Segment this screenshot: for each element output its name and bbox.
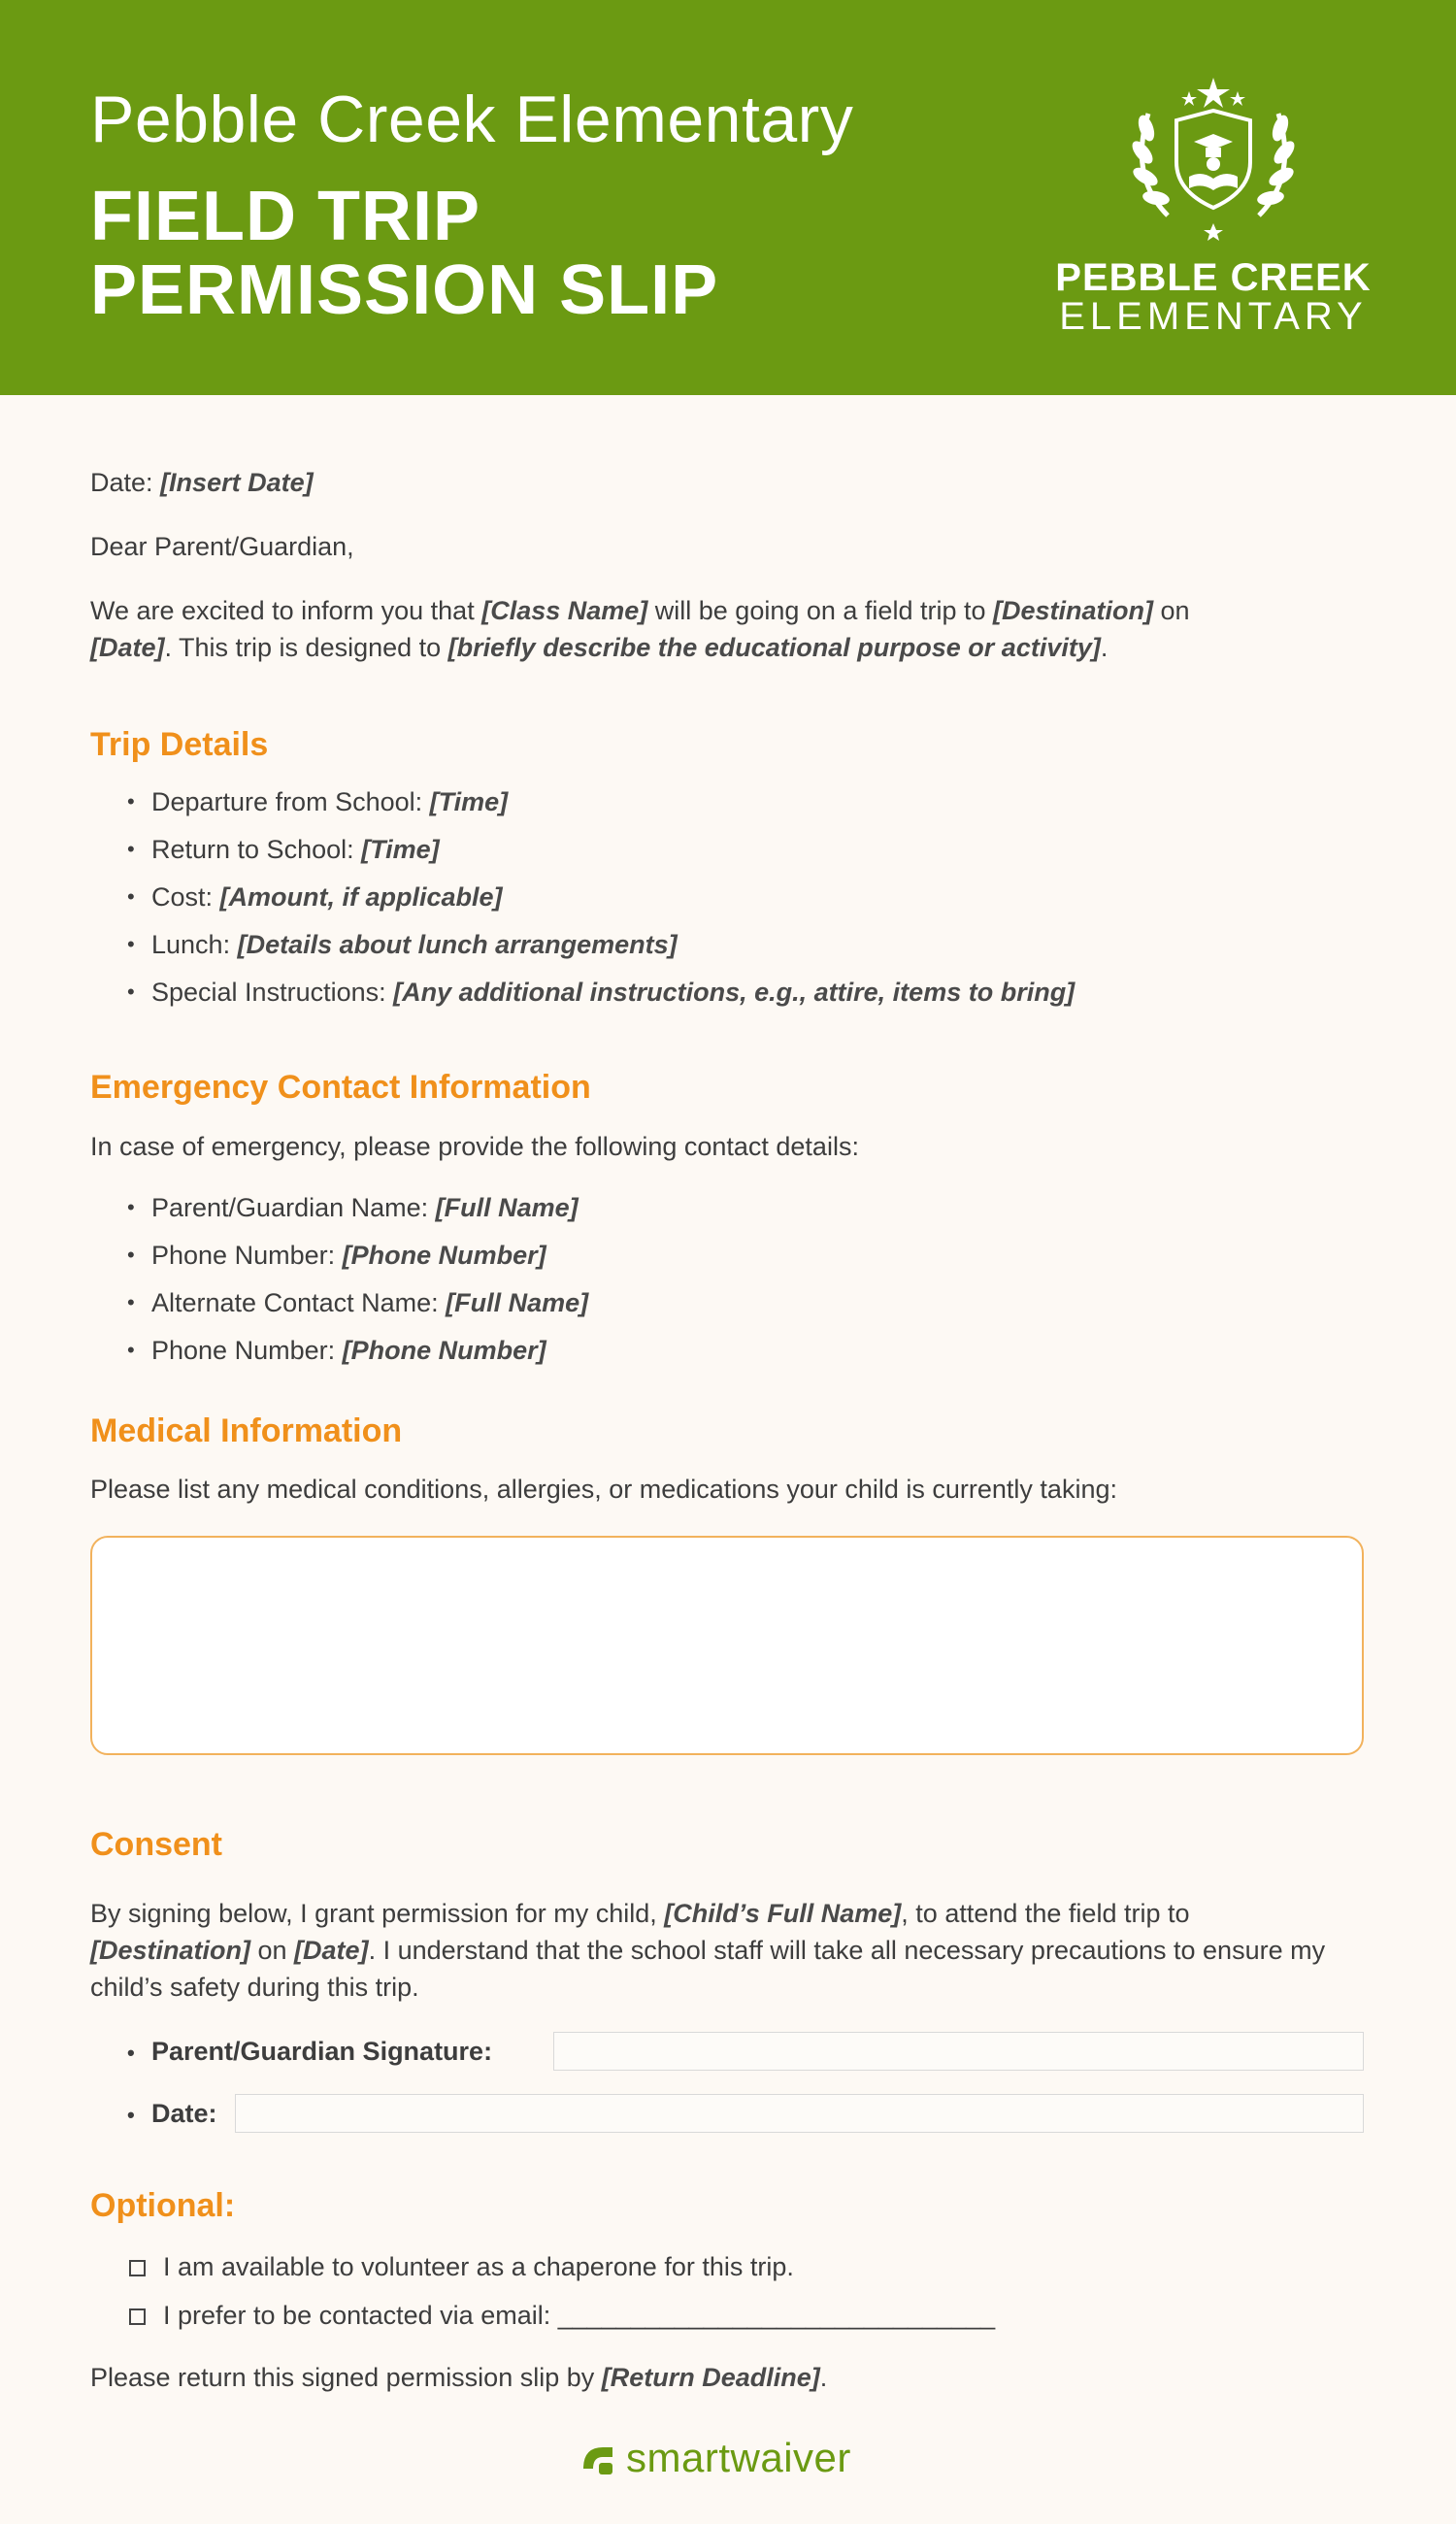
consent-heading: Consent xyxy=(90,1826,222,1863)
date-placeholder: [Date] xyxy=(294,1936,369,1965)
destination-placeholder: [Destination] xyxy=(90,1936,250,1965)
date-placeholder: [Date] xyxy=(90,633,165,662)
item-label: Departure from School: xyxy=(151,787,430,816)
medical-intro: Please list any medical conditions, allergies, or medications your child is currently taking: xyxy=(90,1475,1117,1504)
smartwaiver-logo xyxy=(578,2432,888,2490)
logo-text-line-1: PEBBLE CREEK xyxy=(1055,256,1372,299)
emergency-contact-list xyxy=(127,1189,588,1379)
chaperone-checkbox[interactable] xyxy=(129,2260,146,2276)
list-item xyxy=(127,1332,588,1379)
email-label: I prefer to be contacted via email: ______________________________ xyxy=(163,2301,996,2330)
consent-text: on xyxy=(250,1936,295,1965)
item-placeholder: [Time] xyxy=(361,835,440,864)
return-deadline-placeholder: [Return Deadline] xyxy=(601,2363,820,2392)
date-placeholder: [Insert Date] xyxy=(160,468,314,497)
item-placeholder: [Amount, if applicable] xyxy=(219,882,503,912)
emergency-contact-heading: Emergency Contact Information xyxy=(90,1069,591,1106)
laurel-crest-icon xyxy=(1053,70,1373,264)
date-label: Date: xyxy=(90,468,153,497)
return-text: . xyxy=(819,2363,828,2392)
item-label: Return to School: xyxy=(151,835,362,864)
item-placeholder: [Full Name] xyxy=(446,1288,589,1317)
consent-text: By signing below, I grant permission for my child, xyxy=(90,1899,665,1928)
intro-paragraph xyxy=(90,592,1367,666)
signature-row: • Parent/Guardian Signature: xyxy=(127,2037,493,2066)
item-placeholder: [Time] xyxy=(429,787,509,816)
item-placeholder: [Phone Number] xyxy=(342,1336,546,1365)
item-label: Cost: xyxy=(151,882,220,912)
intro-text: . This trip is designed to xyxy=(164,633,448,662)
page-title xyxy=(90,180,718,327)
item-placeholder: [Full Name] xyxy=(435,1193,579,1222)
date-line xyxy=(90,464,1367,501)
list-item xyxy=(127,879,1075,926)
smartwaiver-mark-icon xyxy=(578,2440,618,2480)
list-item xyxy=(127,783,1075,831)
item-label: Phone Number: xyxy=(151,1336,343,1365)
consent-date-row: • Date: xyxy=(127,2099,217,2128)
consent-text: . I understand that the school staff will take all necessary precautions to ensure my child’s safety during this trip. xyxy=(90,1936,1326,2002)
list-item xyxy=(127,926,1075,974)
emergency-intro: In case of emergency, please provide the following contact details: xyxy=(90,1132,859,1161)
smartwaiver-brand: smartwaiver xyxy=(626,2435,851,2480)
item-placeholder: [Any additional instructions, e.g., attire, items to bring] xyxy=(393,978,1075,1007)
list-item xyxy=(127,1237,588,1284)
item-placeholder: [Details about lunch arrangements] xyxy=(237,930,678,959)
list-item xyxy=(127,974,1075,1021)
trip-details-heading: Trip Details xyxy=(90,726,269,763)
optional-heading: Optional: xyxy=(90,2187,236,2224)
email-checkbox[interactable] xyxy=(129,2308,146,2325)
chaperone-option xyxy=(129,2248,794,2285)
child-name-placeholder: [Child’s Full Name] xyxy=(664,1899,902,1928)
consent-text: , to attend the field trip to xyxy=(901,1899,1190,1928)
medical-info-heading: Medical Information xyxy=(90,1412,403,1449)
item-placeholder: [Phone Number] xyxy=(342,1241,546,1270)
destination-placeholder: [Destination] xyxy=(993,596,1153,625)
intro-text: on xyxy=(1153,596,1190,625)
intro-text: will be going on a field trip to xyxy=(647,596,993,625)
intro-text: We are excited to inform you that xyxy=(90,596,482,625)
item-label: Parent/Guardian Name: xyxy=(151,1193,436,1222)
header-banner xyxy=(0,0,1456,395)
return-text: Please return this signed permission slip by xyxy=(90,2363,602,2392)
item-label: Lunch: xyxy=(151,930,238,959)
email-option xyxy=(129,2297,995,2334)
logo-text-line-2: ELEMENTARY xyxy=(1059,295,1368,338)
list-item xyxy=(127,1189,588,1237)
intro-text: . xyxy=(1100,633,1109,662)
item-label: Phone Number: xyxy=(151,1241,343,1270)
consent-date-label: Date: xyxy=(151,2099,217,2128)
consent-date-field[interactable] xyxy=(235,2094,1364,2133)
purpose-placeholder: [briefly describe the educational purpose or activity] xyxy=(447,633,1101,662)
medical-info-textarea[interactable] xyxy=(90,1536,1364,1755)
item-label: Special Instructions: xyxy=(151,978,394,1007)
greeting: Dear Parent/Guardian, xyxy=(90,532,354,561)
item-label: Alternate Contact Name: xyxy=(151,1288,447,1317)
title-line-2: PERMISSION SLIP xyxy=(90,251,719,329)
chaperone-label: I am available to volunteer as a chaperone for this trip. xyxy=(163,2252,794,2281)
signature-label: Parent/Guardian Signature: xyxy=(151,2037,493,2066)
class-name-placeholder: [Class Name] xyxy=(481,596,648,625)
return-instruction xyxy=(90,2359,1367,2396)
trip-details-list xyxy=(127,783,1075,1021)
school-name: Pebble Creek Elementary xyxy=(90,83,854,156)
signature-field[interactable] xyxy=(553,2032,1364,2071)
school-logo xyxy=(1053,70,1373,342)
list-item xyxy=(127,831,1075,879)
consent-paragraph xyxy=(90,1895,1367,2006)
list-item xyxy=(127,1284,588,1332)
title-line-1: FIELD TRIP xyxy=(90,178,480,255)
